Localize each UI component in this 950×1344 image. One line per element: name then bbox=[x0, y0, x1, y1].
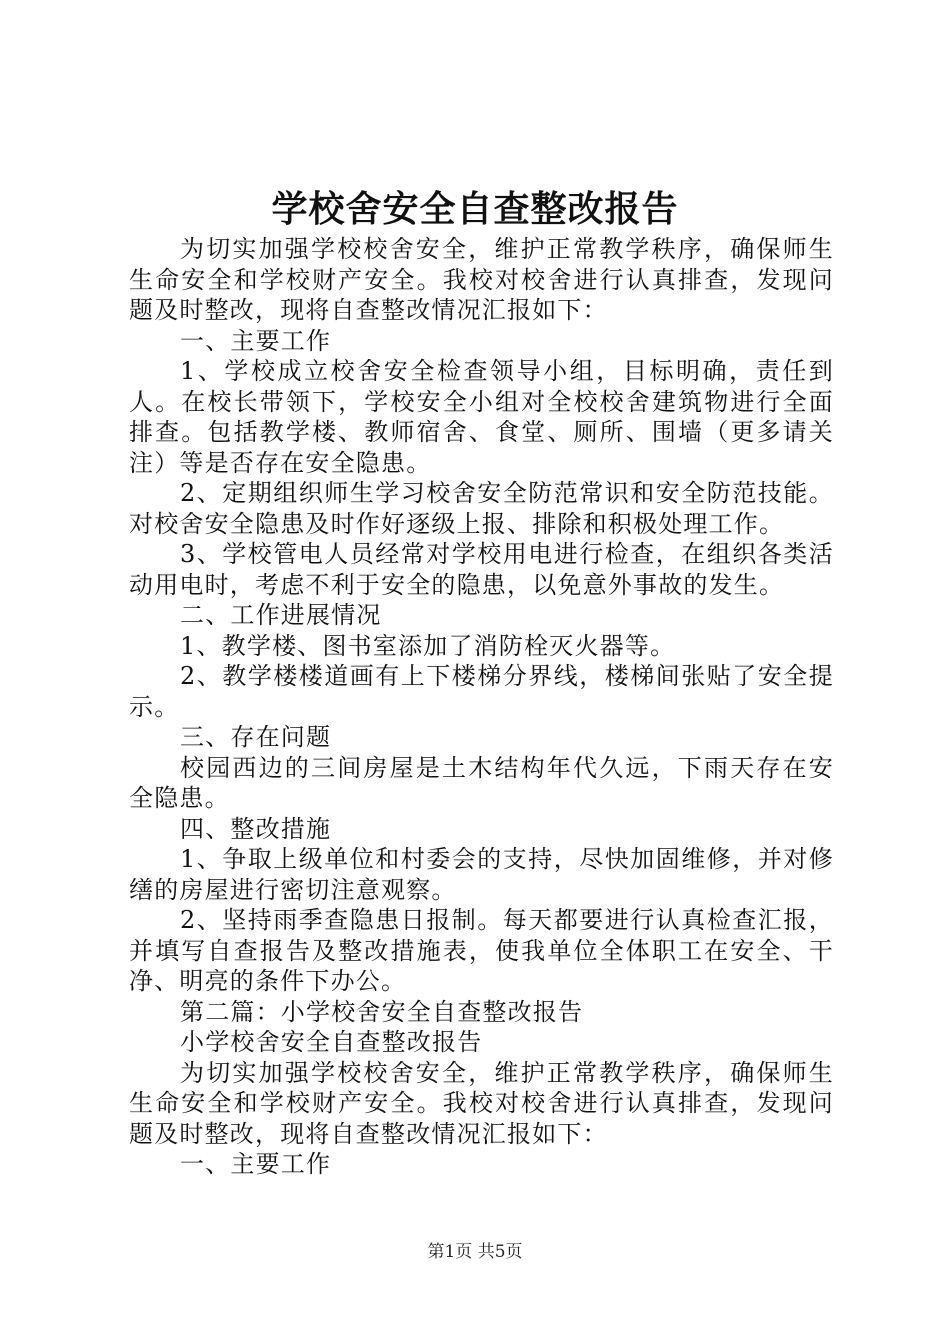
paragraph-intro: 为切实加强学校校舍安全，维护正常教学秩序，确保师生生命安全和学校财产安全。我校对校舍进行认真排查，发现问题及时整改，现将自查整改情况汇报如下： bbox=[129, 235, 834, 324]
paragraph-work-1: 1、学校成立校舍安全检查领导小组，目标明确，责任到人。在校长带领下，学校安全小组对全校校舍建筑物进行全面排查。包括教学楼、教师宿舍、食堂、厕所、围墙（更多请关注）等是否存在安全隐患。 bbox=[129, 357, 834, 477]
paragraph-measures-1: 1、争取上级单位和村委会的支持，尽快加固维修，并对修缮的房屋进行密切注意观察。 bbox=[129, 845, 834, 904]
page-footer: 第1页 共5页 bbox=[427, 1242, 523, 1262]
heading-main-work: 一、主要工作 bbox=[180, 326, 332, 355]
document-body bbox=[129, 234, 834, 1180]
paragraph-measures-2: 2、坚持雨季查隐患日报制。每天都要进行认真检查汇报，并填写自查报告及整改措施表，使我单位全体职工在安全、干净、明亮的条件下办公。 bbox=[129, 906, 834, 995]
document-title: 学校舍安全自查整改报告 bbox=[271, 188, 679, 230]
heading-second-main-work: 一、主要工作 bbox=[180, 1150, 332, 1178]
paragraph-progress-1: 1、教学楼、图书室添加了消防栓灭火器等。 bbox=[180, 631, 676, 660]
paragraph-work-3: 3、学校管电人员经常对学校用电进行检查，在组织各类活动用电时，考虑不利于安全的隐患，以免意外事故的发生。 bbox=[129, 540, 834, 599]
second-article-title: 小学校舍安全自查整改报告 bbox=[180, 1028, 483, 1056]
heading-second-article: 第二篇：小学校舍安全自查整改报告 bbox=[180, 997, 584, 1026]
paragraph-work-2: 2、定期组织师生学习校舍安全防范常识和安全防范技能。对校舍安全隐患及时作好逐级上报、排除和积极处理工作。 bbox=[129, 479, 834, 538]
paragraph-second-intro: 为切实加强学校校舍安全，维护正常教学秩序，确保师生生命安全和学校财产安全。我校对校舍进行认真排查，发现问题及时整改，现将自查整改情况汇报如下： bbox=[129, 1058, 834, 1148]
paragraph-problems: 校园西边的三间房屋是土木结构年代久远，下雨天存在安全隐患。 bbox=[129, 753, 834, 812]
heading-problems: 三、存在问题 bbox=[180, 723, 332, 751]
heading-measures: 四、整改措施 bbox=[180, 814, 332, 843]
heading-progress: 二、工作进展情况 bbox=[180, 601, 382, 629]
paragraph-progress-2: 2、教学楼楼道画有上下楼梯分界线，楼梯间张贴了安全提示。 bbox=[129, 662, 834, 721]
